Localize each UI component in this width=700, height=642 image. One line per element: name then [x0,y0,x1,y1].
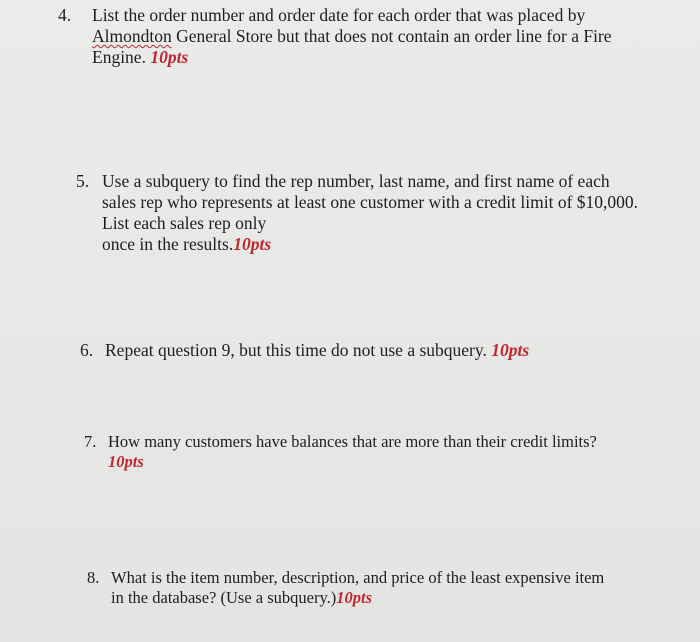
question-text: in the database? (Use a subquery.) [111,588,337,607]
points-label: 10pts [108,452,144,471]
question-6 [80,340,529,361]
question-text: General Store but that does not contain an order line for a Fire [176,26,612,46]
points-label: 10pts [491,340,530,360]
question-4 [58,5,612,68]
question-text: List the order number and order date for each order that was placed by [92,5,586,25]
points-label: 10pts [150,47,189,67]
question-7 [84,432,597,472]
question-text: Use a subquery to find the rep number, last name, and first name of each [102,171,610,191]
question-number: 6. [80,340,94,360]
question-text: once in the results. [102,234,234,254]
question-text: sales rep who represents at least one customer with a credit limit of $10,000. [102,192,639,212]
question-5 [76,171,638,255]
question-number: 7. [84,432,97,451]
question-number: 5. [76,171,90,191]
points-label: 10pts [233,234,272,254]
question-text: List each sales rep only [102,213,267,233]
points-label: 10pts [336,588,373,607]
flagged-word: Almondton [92,26,172,46]
question-8 [87,568,604,608]
question-number: 4. [58,5,72,25]
question-text: How many customers have balances that are more than their credit limits? [108,432,597,451]
question-text: Engine. [92,47,146,67]
question-text: What is the item number, description, and price of the least expensive item [111,568,605,587]
question-text: Repeat question 9, but this time do not use a subquery. [105,340,487,360]
question-number: 8. [87,568,100,587]
